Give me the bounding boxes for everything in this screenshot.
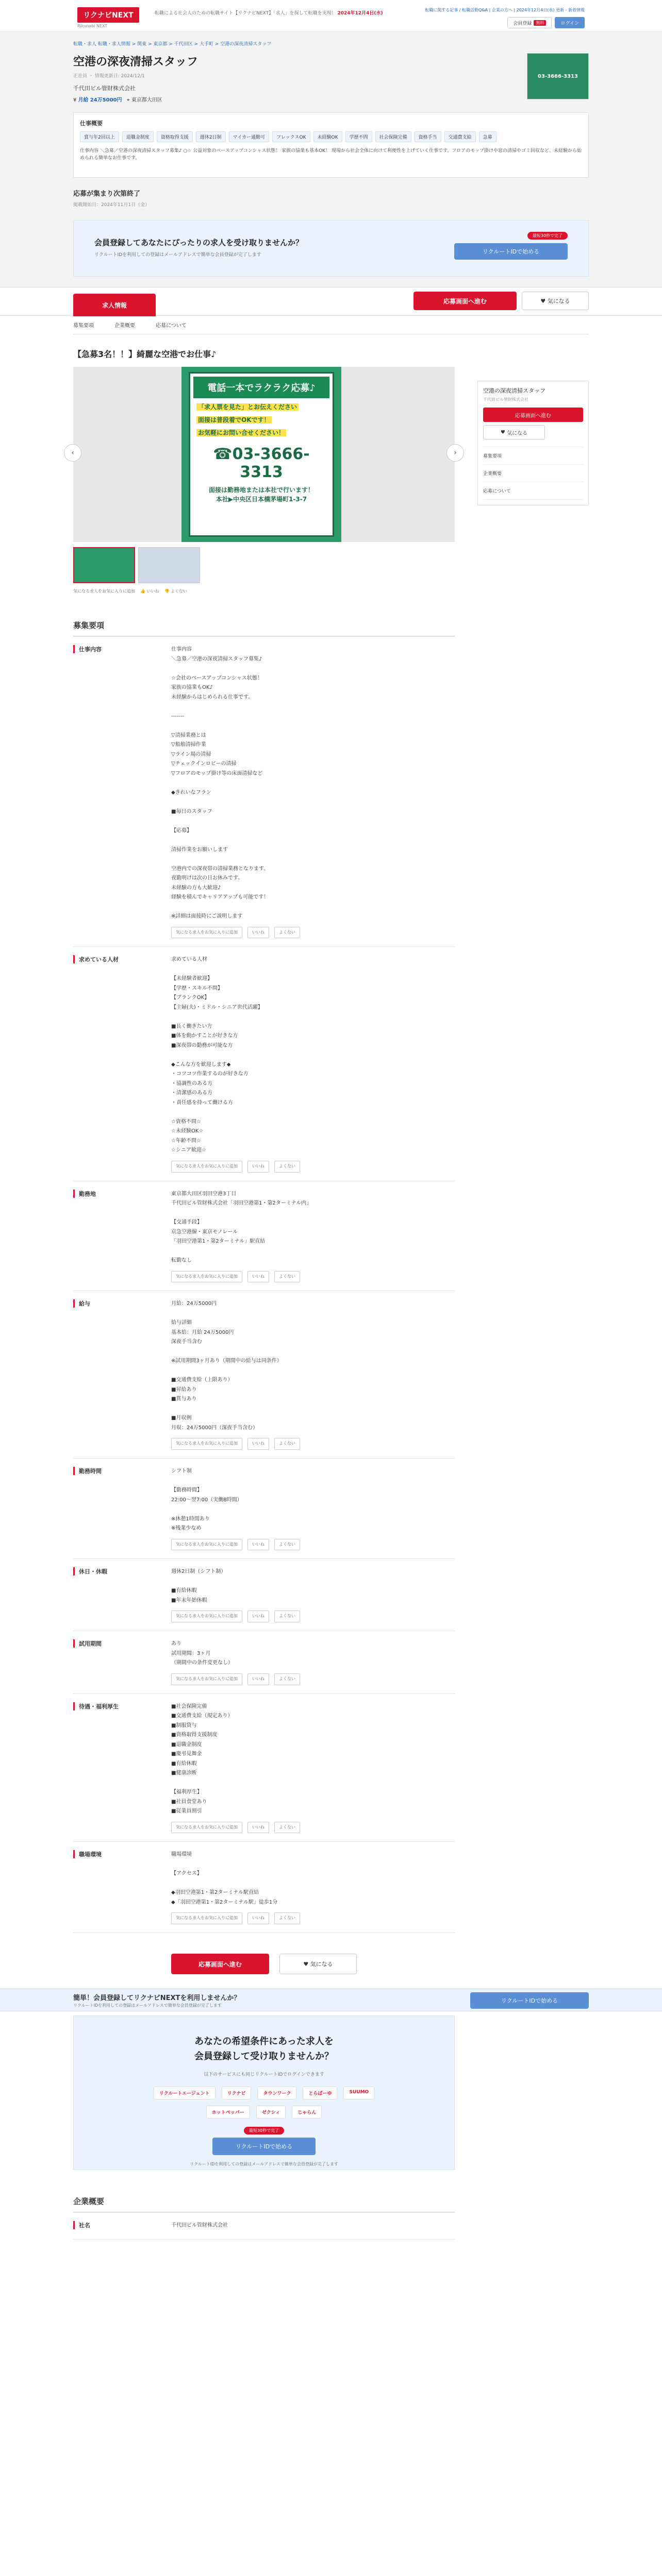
requirement-text: 月給：24万5000円 給与詳細 基本給：月給 24万5000円 深夜手当含む ※試用期間3ヶ月あり（期間中の給与は同条件） ■交通費支給（上限あり） ■昇給あり ■賞与あり ■月収例 月収：24万5000円（深夜手当含む）	[171, 1301, 282, 1431]
sticky-sidebar	[477, 381, 589, 505]
poster-phone	[193, 445, 329, 481]
requirement-row	[73, 1694, 455, 1842]
sidebar-apply-button[interactable]: 応募画面へ進む	[483, 408, 583, 422]
requirement-row	[73, 1559, 455, 1631]
requirements-rows	[73, 637, 589, 1933]
breadcrumb-home[interactable]: 転職・求人	[73, 42, 97, 47]
sub-navigation	[73, 316, 589, 334]
requirement-text: 仕事内容 ＼急募／空港の深夜清掃スタッフ募集♪ ☆会社のベースアップコンシャス状態！ 家族の協業もOK♪ 未経験からはじめられる仕事です。 ------- ▽清掃業務とは ▽船舶清掃作業 ▽ライン場の清掃 ▽チェックインロビーの清掃 ▽フロアのモップ掛け等の床面清掃など ◆きれいなフラン ■毎日のスタッフ 【応募】 清掃作業をお願いします 空港内での深夜帯の清掃業務となります。 夜勤明けは次の日お休みです。 未経験の方も大歓迎♪ 経験を積んでキャリアアップも可能です！ ※詳細は面接時にご説明します	[171, 647, 269, 919]
requirement-feedback-text: 気になる求人をお気に入りに追加	[171, 1912, 242, 1924]
free-badge: 無料	[534, 20, 546, 26]
register-promo-title-2: 会員登録して受け取りませんか？	[194, 2050, 334, 2062]
requirement-feedback	[171, 1438, 455, 1450]
requirement-value	[171, 1299, 455, 1450]
feature-tag[interactable]: 資格取得支援	[157, 131, 193, 142]
poster-line-2	[193, 415, 329, 424]
bottom-favorite-button[interactable]	[279, 1954, 357, 1974]
requirement-value	[171, 1639, 455, 1685]
register-pill: 最短30秒で完了	[527, 232, 568, 240]
job-title: 空港の深夜清掃スタッフ	[73, 56, 198, 69]
poster-line-3	[193, 428, 329, 437]
requirement-row	[73, 947, 455, 1181]
tagline-date: 2024年12月4日(水)	[337, 11, 383, 16]
thumbs-up-button[interactable]: いいね	[247, 927, 269, 939]
feature-tag[interactable]: 交通費支給	[444, 131, 476, 142]
logo-subtitle: Rikunabi NEXT	[77, 24, 108, 28]
feature-tag[interactable]: 未経験OK	[313, 131, 342, 142]
service-brand-logo: タウンワーク	[257, 2087, 296, 2099]
site-logo[interactable]: リクナビNEXT	[77, 7, 139, 23]
site-header	[0, 0, 662, 32]
tab-bar	[0, 287, 662, 316]
header-right	[425, 7, 585, 28]
sidebar-title: 空港の深夜清掃スタッフ	[483, 387, 545, 394]
register-banner-title: 会員登録してあなたにぴったりの求人を受け取りませんか？	[94, 238, 304, 247]
company-row	[73, 2213, 455, 2240]
sidebar-favorite-label: 気になる	[507, 430, 528, 436]
breadcrumb[interactable]	[73, 40, 589, 47]
service-brand-logo: リクルートエージェント	[154, 2087, 216, 2099]
feature-tags	[80, 131, 582, 142]
thumbs-up-button[interactable]: いいね	[247, 1161, 269, 1173]
salary-value: 24万5000円	[90, 97, 122, 103]
chevron-right-icon[interactable]: ›	[446, 444, 464, 462]
bottom-apply-button[interactable]: 応募画面へ進む	[171, 1954, 269, 1974]
sticky-desc: リクルートIDを利用しての登録はメールアドレスで簡単な会員登録が完了します	[73, 2003, 222, 2008]
feedback-line	[73, 588, 589, 594]
job-summary	[73, 112, 589, 178]
favorite-label: 気になる	[547, 298, 570, 304]
thumbs-down-button[interactable]: よくない	[274, 1438, 300, 1450]
register-button[interactable]	[507, 17, 552, 28]
requirement-feedback-text: 気になる求人をお気に入りに追加	[171, 1438, 242, 1450]
requirement-feedback-text: 気になる求人をお気に入りに追加	[171, 927, 242, 939]
tagline-text: 転職による社会人のための転職サイト【リクナビNEXT】「求人」を探して転職を実現！	[155, 11, 336, 16]
requirement-text: 求めている人材 【未経験者歓迎】 【学歴・スキル不問】 【ブランクOK】 【主婦(夫)・ミドル・シニア世代活躍】 ■長く働きたい方 ■体を動かすことが好きな方 ■深夜帯の勤務が可能な方 ◆こんな方を歓迎します◆ ・コツコツ作業するのが好きな方 ・協調性のある方 ・清潔感のある方 ・責任感を持って働ける方 ☆資格不問☆ ☆未経験OK☆ ☆年齢不問☆ ☆シニア歓迎☆	[171, 957, 263, 1154]
requirement-value	[171, 1850, 455, 1924]
subnav-requirements[interactable]: 募集要項	[73, 323, 94, 329]
sidebar-favorite-button[interactable]	[483, 425, 545, 439]
register-promo-note: リクルートIDを利用しての登録はメールアドレスで簡単な会員登録が完了します	[190, 2161, 338, 2166]
sticky-title: 簡単！会員登録してリクナビNEXTを利用しませんか？	[73, 1994, 241, 2002]
subnav-apply[interactable]: 応募について	[156, 323, 187, 329]
good-label: いいね	[146, 589, 159, 594]
register-promo-title	[74, 2035, 454, 2064]
poster-line-4: 面接は勤務地または本社で行います！	[208, 486, 314, 494]
thumbs-up-button[interactable]: いいね	[247, 1822, 269, 1834]
register-promo-button[interactable]: リクルートIDで始める	[212, 2138, 316, 2155]
requirements-heading: 募集要項	[73, 620, 455, 637]
thumbs-up-button[interactable]: いいね	[247, 1539, 269, 1551]
sidebar-link-apply[interactable]: 応募について	[483, 482, 583, 500]
thumbs-up-button[interactable]: いいね	[247, 1673, 269, 1685]
requirement-text: 東京都大田区羽田空港3丁目 千代田ビル管財株式会社「羽田空港第1・第2ターミナル内」 【交通手段】 京急空港線・東京モノレール 「羽田空港第1・第2ターミナル」駅直結 転勤なし	[171, 1191, 312, 1264]
summary-text: 仕事内容 ＼急募／空港の深夜清掃スタッフ募集♪ ○☆ 公益対象のベースアップコンシャス状態！ 家族の協業も基本OK！ 現場から社会全体に向けて利便性を上げていく仕事です。フロアのモップ掛けや窓の清掃やゴミ回収など、未経験から始められる簡単なお仕事です。	[80, 148, 582, 161]
thumbs-down-button[interactable]: よくない	[274, 1611, 300, 1622]
sidebar-link-company[interactable]: 企業概要	[483, 465, 583, 482]
closing-date: 掲載開始日：2024年11月1日（金）	[73, 202, 150, 208]
poster-address	[193, 485, 329, 504]
feedback-text: 気になる求人をお気に入りに追加	[73, 589, 135, 594]
sidebar-company: 千代田ビル管財株式会社	[483, 397, 528, 402]
thumbnail-text: 03-3666-3313	[538, 73, 578, 79]
service-brand-logo: じゃらん	[292, 2106, 322, 2119]
heart-icon: ♥	[500, 429, 505, 435]
poster-line-5: 本社▶中央区日本橋茅場町1-3-7	[216, 496, 307, 503]
register-promo	[73, 2015, 455, 2170]
poster-heading: 電話一本でラクラク応募♪	[193, 377, 329, 398]
heart-icon: ♥	[540, 297, 546, 304]
feature-tag[interactable]: 学歴不問	[345, 131, 372, 142]
feature-tag[interactable]: フレックスOK	[272, 131, 310, 142]
job-thumbnail[interactable]	[527, 53, 589, 99]
main-content	[0, 334, 662, 2576]
header-links-extra[interactable]: 2024年12月4日(水) 更新 - 新着情報	[516, 8, 585, 12]
requirement-text: 週休2日制（シフト制） ■有給休暇 ■年末年始休暇	[171, 1569, 226, 1603]
chevron-left-icon[interactable]: ‹	[64, 444, 81, 462]
recruit-id-button[interactable]: リクルートIDで始める	[454, 243, 568, 260]
favorite-button[interactable]	[522, 292, 589, 310]
thumbs-down-button[interactable]: よくない	[274, 1673, 300, 1685]
requirement-value	[171, 1702, 455, 1834]
heart-icon: ♥	[303, 1960, 309, 1968]
requirement-feedback	[171, 1161, 455, 1173]
image-gallery	[73, 367, 455, 542]
requirement-feedback-text: 気になる求人をお気に入りに追加	[171, 1271, 242, 1283]
yen-icon: ¥	[73, 97, 77, 103]
thumbs-down-button[interactable]: よくない	[274, 927, 300, 939]
service-brand-logo: リクナビ	[222, 2087, 252, 2099]
sidebar-link-requirements[interactable]: 募集要項	[483, 447, 583, 465]
requirement-row	[73, 1842, 455, 1933]
requirement-text: 職場環境 【アクセス】 ◆羽田空港第1・第2ターミナル駅直結 ◆「羽田空港第1・第2ターミナル駅」徒歩1分	[171, 1852, 278, 1905]
requirement-text: あり 試用期間：3ヶ月 （期間中の条件変更なし）	[171, 1641, 233, 1666]
requirement-feedback-text: 気になる求人をお気に入りに追加	[171, 1161, 242, 1173]
thumbs-up-button[interactable]: 👍 いいね	[140, 589, 159, 594]
requirements-section	[73, 620, 589, 1933]
job-meta: 正社員 ・ 情報更新日: 2024/12/1	[73, 74, 145, 79]
register-promo-sub: 以下のサービスにも同じリクルートIDでログインできます	[204, 2072, 324, 2077]
salary-prefix: 月給	[78, 97, 89, 103]
requirement-feedback	[171, 1271, 455, 1283]
bottom-favorite-label: 気になる	[310, 1961, 333, 1968]
poster-phone-number: 03-3666-3313	[232, 445, 310, 481]
header-links[interactable]	[425, 7, 585, 13]
job-headline: 【急募3名！！】綺麗な空港でお仕事♪	[73, 349, 217, 359]
job-location: 東京都大田区	[131, 97, 162, 103]
requirement-feedback	[171, 1539, 455, 1551]
bottom-apply-bar	[171, 1954, 589, 1974]
bad-label: よくない	[171, 589, 188, 594]
salary-line	[73, 95, 589, 103]
register-banner	[73, 220, 589, 277]
thumbs-up-button[interactable]: いいね	[247, 1912, 269, 1924]
service-brand-logo: ホットペッパー	[206, 2106, 250, 2119]
requirement-value	[171, 1567, 455, 1622]
register-promo-title-1: あなたの希望条件にあった求人を	[194, 2036, 334, 2047]
feature-tag[interactable]: マイカー通勤可	[229, 131, 270, 142]
thumbs-down-button[interactable]: よくない	[274, 1161, 300, 1173]
requirement-label: 仕事内容	[73, 645, 171, 653]
tab-job-info[interactable]: 求人情報	[73, 294, 156, 316]
subnav-company[interactable]: 企業概要	[114, 323, 135, 329]
thumbs-up-button[interactable]: いいね	[247, 1438, 269, 1450]
poster-line-2-text: 面接は普段着でOKです！	[196, 416, 272, 423]
requirement-feedback	[171, 1611, 455, 1622]
requirement-feedback	[171, 1912, 455, 1924]
requirement-label: 勤務時間	[73, 1467, 171, 1475]
thumbnail-1[interactable]	[73, 547, 135, 583]
requirement-row	[73, 1181, 455, 1292]
recruit-poster	[189, 372, 334, 537]
requirement-feedback-text: 気になる求人をお気に入りに追加	[171, 1822, 242, 1834]
requirement-row	[73, 637, 455, 947]
requirement-value	[171, 1467, 455, 1550]
gallery-thumbnails	[73, 547, 589, 583]
requirement-feedback-text: 気になる求人をお気に入りに追加	[171, 1539, 242, 1551]
job-header	[73, 53, 589, 208]
login-button[interactable]: ログイン	[555, 17, 585, 28]
closing-title: 応募が集まり次第終了	[73, 190, 141, 198]
sidebar-links	[483, 447, 583, 500]
thumbs-down-button[interactable]: よくない	[274, 1912, 300, 1924]
register-banner-desc: リクルートIDを利用しての登録はメールアドレスで簡単な会員登録が完了します	[94, 252, 261, 258]
feature-tag[interactable]: 急募	[479, 131, 496, 142]
register-promo-pill: 最短30秒で完了	[244, 2127, 284, 2134]
service-brand-logo: とらばーゆ	[303, 2087, 337, 2099]
requirement-label: 休日・休暇	[73, 1567, 171, 1575]
apply-button[interactable]: 応募画面へ進む	[413, 292, 517, 310]
thumbs-down-button[interactable]: よくない	[274, 1539, 300, 1551]
thumbs-down-button[interactable]: よくない	[274, 1271, 300, 1283]
register-label: 会員登録	[513, 21, 532, 26]
thumbs-down-button[interactable]: よくない	[274, 1822, 300, 1834]
sticky-register-bar	[0, 1989, 662, 2011]
requirement-value	[171, 955, 455, 1172]
poster-line-1-text: 「求人票を見た」とお伝えください	[196, 403, 299, 411]
company-section	[73, 2196, 589, 2240]
sticky-recruit-id-button[interactable]: リクルートIDで始める	[470, 1992, 589, 2009]
requirement-label: 求めている人材	[73, 955, 171, 963]
requirement-feedback	[171, 1673, 455, 1685]
service-brand-logo: ゼクシィ	[256, 2106, 286, 2119]
thumbs-down-button[interactable]: 👎 よくない	[164, 589, 188, 594]
requirement-label: 勤務地	[73, 1190, 171, 1198]
carousel-slide[interactable]	[181, 367, 341, 542]
requirement-row	[73, 1291, 455, 1459]
requirement-label: 試用期間	[73, 1639, 171, 1648]
header-tagline	[155, 9, 464, 16]
thumbs-up-button[interactable]: いいね	[247, 1611, 269, 1622]
feature-tag[interactable]: 資格手当	[415, 131, 441, 142]
requirement-feedback	[171, 927, 455, 939]
location-pin-icon: ⌖	[127, 97, 130, 103]
company-value: 千代田ビル管財株式会社	[171, 2223, 228, 2229]
thumbs-up-button[interactable]: いいね	[247, 1271, 269, 1283]
requirement-label: 職場環境	[73, 1850, 171, 1858]
company-label: 社名	[73, 2221, 171, 2229]
thumbnail-2[interactable]	[138, 547, 200, 583]
requirement-feedback-text: 気になる求人をお気に入りに追加	[171, 1673, 242, 1685]
service-brands	[145, 2087, 383, 2119]
requirement-feedback-text: 気になる求人をお気に入りに追加	[171, 1611, 242, 1622]
requirement-label: 給与	[73, 1299, 171, 1308]
requirement-value	[171, 1190, 455, 1283]
requirement-feedback	[171, 1822, 455, 1834]
feature-tag[interactable]: 賞与年2回以上	[80, 131, 119, 142]
header-links-text[interactable]: 転職に関する記事 / 転職活動Q&A | 企業の方へ |	[425, 8, 517, 12]
requirement-text: ■社会保険完備 ■交通費支給（規定あり） ■制服貸与 ■資格取得支援制度 ■退職金制度 ■慶弔見舞金 ■有給休暇 ■健康診断 【福利厚生】 ■社員食堂あり ■従業員割引	[171, 1703, 233, 1815]
company-name[interactable]: 千代田ビル管財株式会社	[73, 85, 136, 92]
summary-heading: 仕事概要	[80, 120, 103, 127]
requirement-row	[73, 1459, 455, 1559]
poster-line-3-text: お気軽にお問い合せください！	[196, 429, 286, 436]
poster-line-1	[193, 402, 329, 411]
service-brand-logo: SUUMO	[343, 2087, 374, 2099]
requirement-text: シフト制 【勤務時間】 22:00〜翌7:00（実働8時間） ※休憩1時間あり ※残業少なめ	[171, 1468, 242, 1532]
phone-icon: ☎	[213, 445, 233, 463]
company-heading: 企業概要	[73, 2196, 455, 2213]
feature-tag[interactable]: 社会保険完備	[375, 131, 411, 142]
requirement-row	[73, 1631, 455, 1693]
feature-tag[interactable]: 週休2日制	[196, 131, 226, 142]
feature-tag[interactable]: 退職金制度	[122, 131, 154, 142]
requirement-label: 待遇・福利厚生	[73, 1702, 171, 1710]
requirement-value	[171, 645, 455, 938]
breadcrumb-text[interactable]: 転職・求人情報 > 関東 > 東京都 > 千代田区 > 大手町 > 空港の深夜清掃スタッフ	[97, 42, 272, 47]
